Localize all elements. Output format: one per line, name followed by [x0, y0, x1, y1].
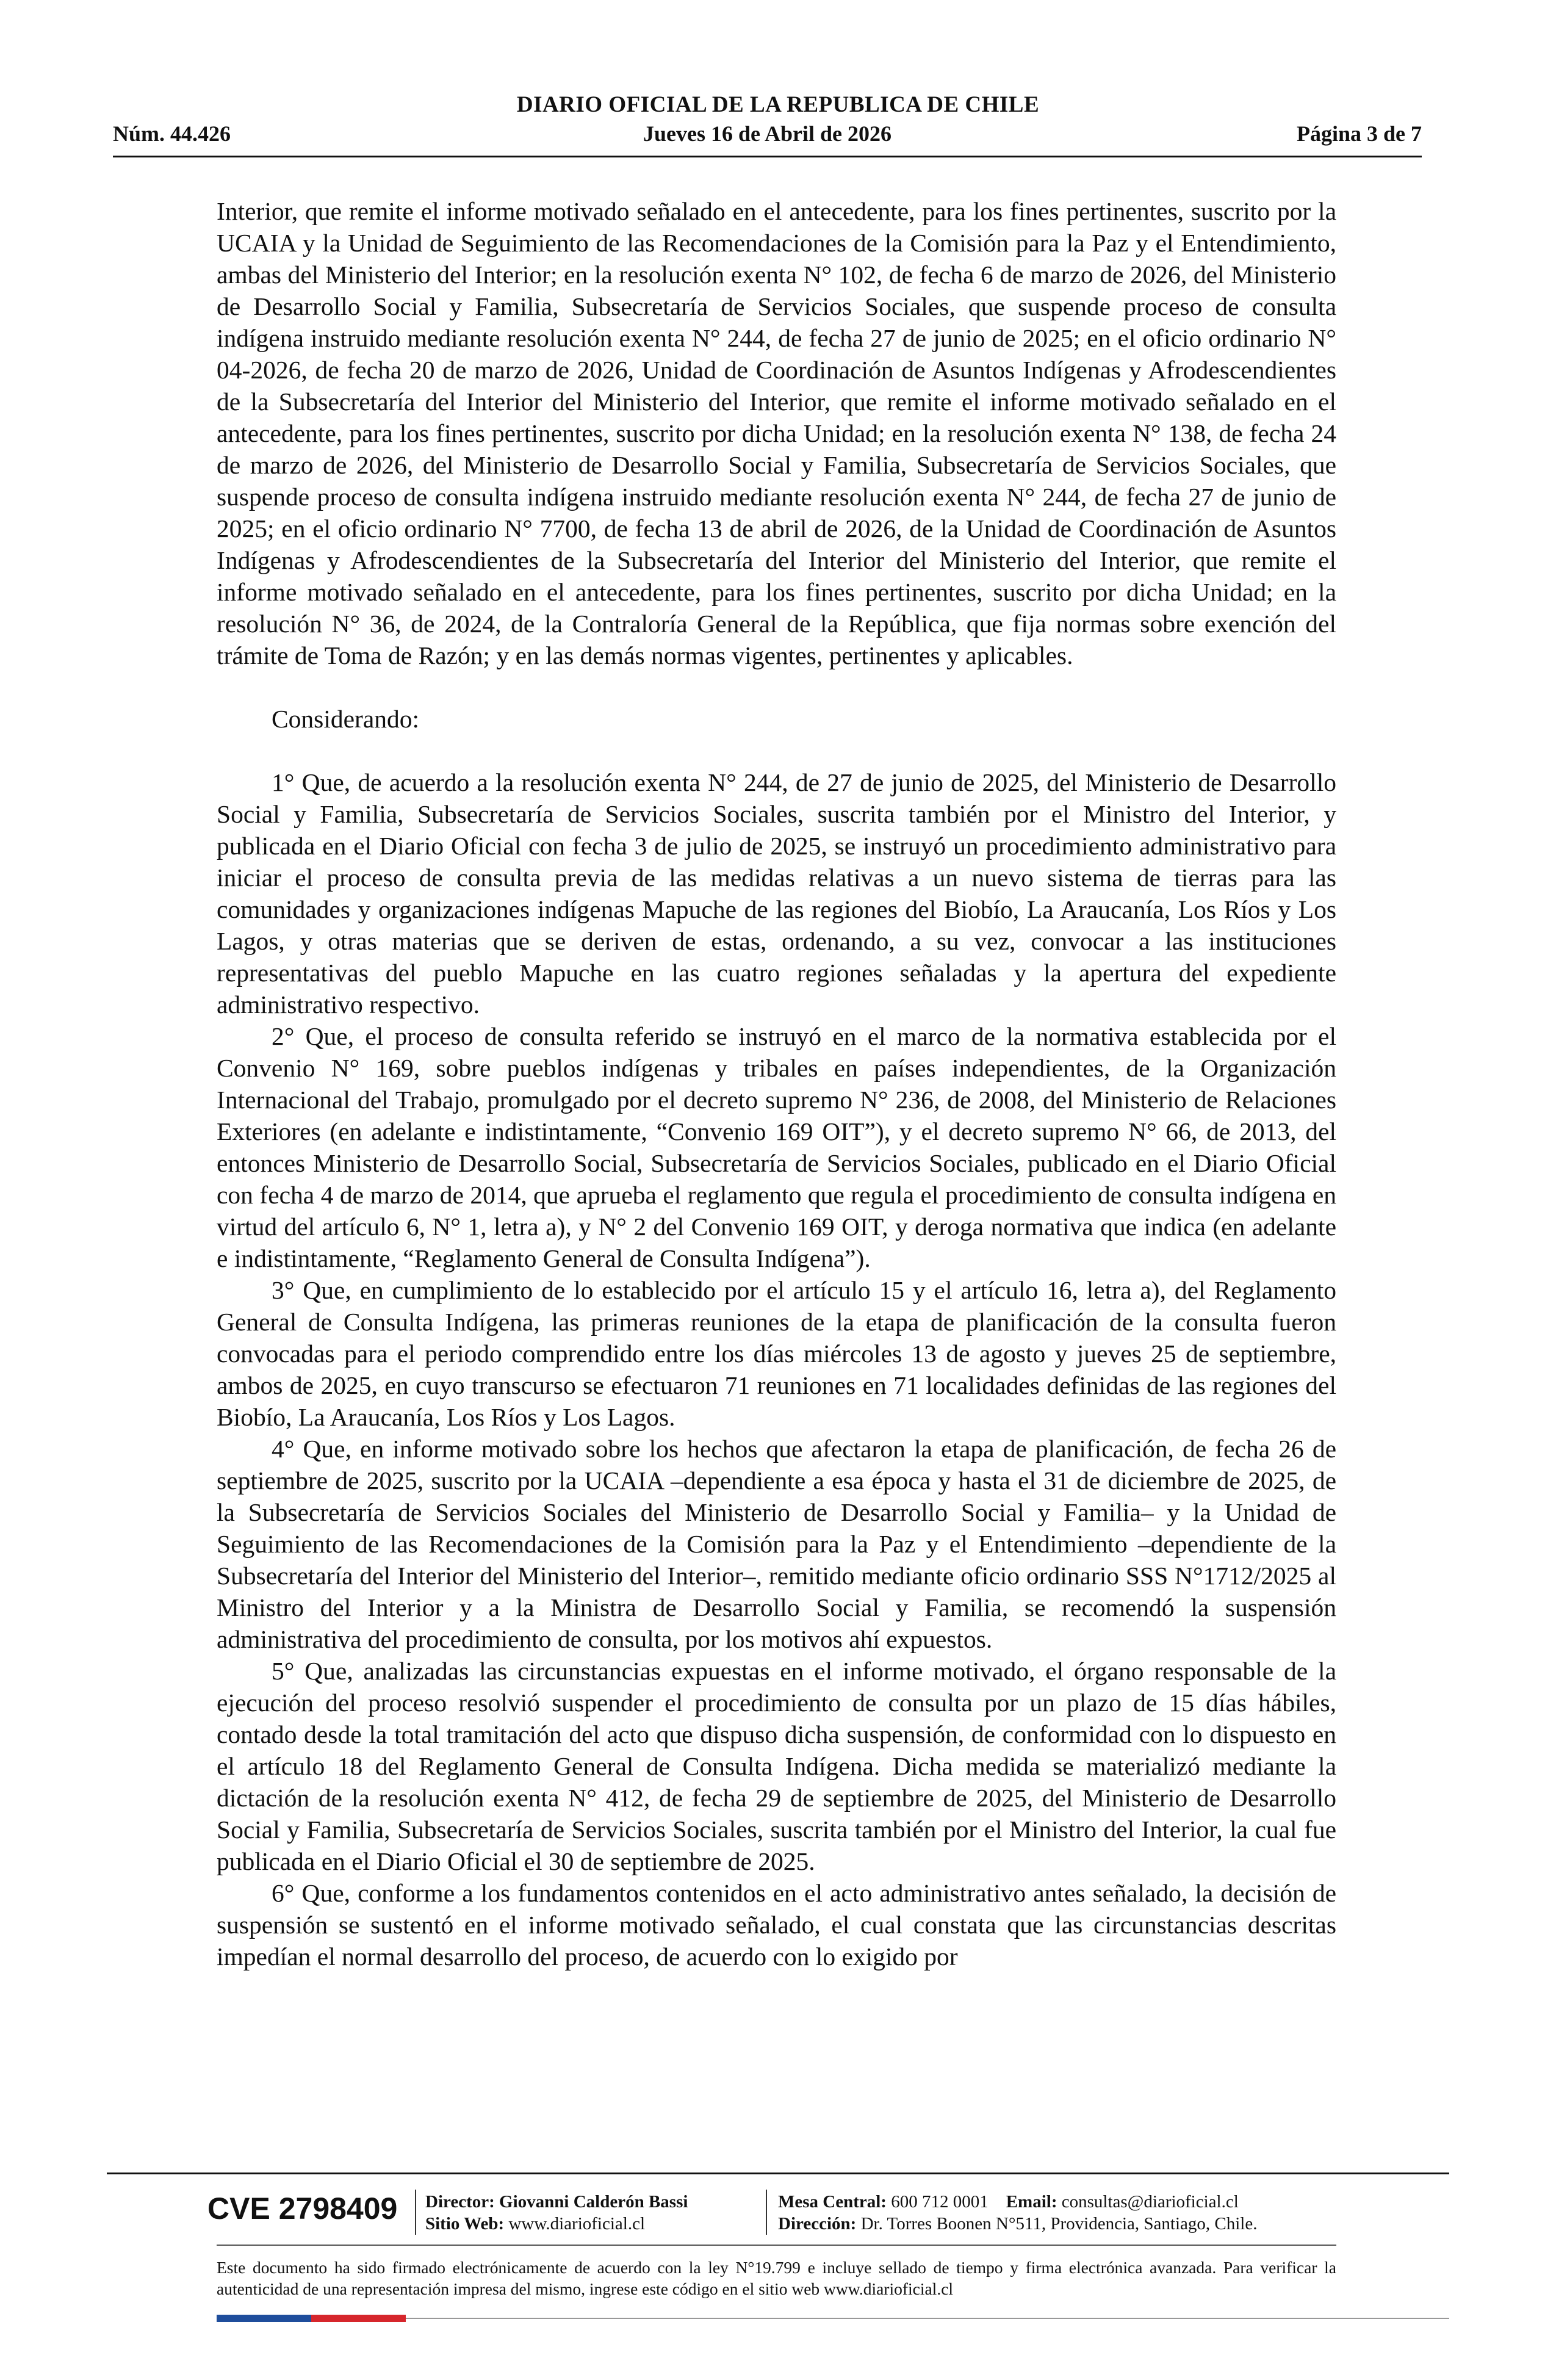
flag-stripe	[217, 2314, 406, 2321]
intro-paragraph: Interior, que remite el informe motivado señalado en el antecedente, para los fines pertinentes, suscrito por la UCAIA y la Unidad de Seguimiento de las Recomendaciones de la Comisión para la Paz y el Entendimiento, ambas del Ministerio del Interior; en la resolución exenta N° 102, de fecha 6 de marzo de 2026, del Ministerio de Desarrollo Social y Familia, Subsecretaría de Servicios Sociales, que suspende proceso de consulta indígena instruido mediante resolución exenta N° 244, de fecha 27 de junio de 2025; en el oficio ordinario N° 04-2026, de fecha 20 de marzo de 2026, Unidad de Coordinación de Asuntos Indígenas y Afrodescendientes de la Subsecretaría del Interior del Ministerio del Interior, que remite el informe motivado señalado en el antecedente, para los fines pertinentes, suscrito por dicha Unidad; en la resolución exenta N° 138, de fecha 24 de marzo de 2026, del Ministerio de Desarrollo Social y Familia, Subsecretaría de Servicios Sociales, que suspende proceso de consulta indígena instruido mediante resolución exenta N° 244, de fecha 27 de junio de 2025; en el oficio ordinario N° 7700, de fecha 13 de abril de 2026, de la Unidad de Coordinación de Asuntos Indígenas y Afrodescendientes de la Subsecretaría del Interior del Ministerio del Interior, que remite el informe motivado señalado en el antecedente, para los fines pertinentes, suscrito por dicha Unidad; en la resolución N° 36, de 2024, de la Contraloría General de la República, que fija normas sobre exención del trámite de Toma de Razón; y en las demás normas vigentes, pertinentes y aplicables.	[217, 197, 1336, 669]
site-label: Sitio Web:	[425, 2214, 505, 2234]
considerando-heading: Considerando:	[272, 705, 420, 733]
site-link[interactable]: www.diarioficial.cl	[508, 2214, 646, 2234]
page-header	[0, 0, 1556, 159]
header-divider	[113, 156, 1422, 157]
footer-divider-top	[107, 2173, 1449, 2174]
signature-notice: Este documento ha sido firmado electrónicamente de acuerdo con la ley N°19.799 e incluye sellado de tiempo y firma electrónica avanzada. Para verificar la autenticidad de una representación impresa del mismo, ingrese este código en el sitio web www.diarioficial.cl	[217, 2258, 1336, 2298]
publication-title: DIARIO OFICIAL DE LA REPUBLICA DE CHILE	[516, 92, 1040, 117]
mesa-label: Mesa Central:	[778, 2192, 887, 2212]
paragraph-4: 4° Que, en informe motivado sobre los hechos que afectaron la etapa de planificación, de fecha 26 de septiembre de 2025, suscrito por la UCAIA –dependiente a esa época y hasta el 31 de diciembre de 2025, de la Subsecretaría de Servicios Sociales del Ministerio de Desarrollo Social y Familia– y la Unidad de Seguimiento de las Recomendaciones de la Comisión para la Paz y el Entendimiento –dependiente de la Subsecretaría del Interior del Ministerio del Interior–, remitido mediante oficio ordinario SSS N°1712/2025 al Ministro del Interior y a la Ministra de Desarrollo Social y Familia, se recomendó la suspensión administrativa del procedimiento de consulta, por los motivos ahí expuestos.	[217, 1435, 1336, 1653]
email-link[interactable]: consultas@diarioficial.cl	[1061, 2192, 1239, 2212]
paragraph-3: 3° Que, en cumplimiento de lo establecido por el artículo 15 y el artículo 16, letra a), del Reglamento General de Consulta Indígena, las primeras reuniones de la etapa de planificación de la consulta fueron convocadas para el periodo comprendido entre los días miércoles 13 de agosto y jueves 25 de septiembre, ambos de 2025, en cuyo transcurso se efectuaron 71 reuniones en 71 localidades definidas de las regiones del Biobío, La Araucanía, Los Ríos y Los Lagos.	[217, 1276, 1336, 1431]
email-label: Email:	[1006, 2192, 1057, 2212]
header-row	[113, 121, 1422, 149]
page-number: Página 3 de 7	[1296, 121, 1422, 146]
flag-red-segment	[311, 2315, 406, 2322]
paragraph-1: 1° Que, de acuerdo a la resolución exenta N° 244, de 27 de junio de 2025, del Ministerio de Desarrollo Social y Familia, Subsecretaría de Servicios Sociales, suscrita también por el Ministro del Interior, y publicada en el Diario Oficial con fecha 3 de julio de 2025, se instruyó un procedimiento administrativo para iniciar el proceso de consulta previa de las medidas relativas a un nuevo sistema de tierras para las comunidades y organizaciones indígenas Mapuche de las regiones del Biobío, La Araucanía, Los Ríos y Los Lagos, y otras materias que se deriven de estas, ordenando, a su vez, convocar a las instituciones representativas del pueblo Mapuche en las cuatro regiones señaladas y la apertura del expediente administrativo respectivo.	[217, 768, 1336, 1019]
footer-contact-block	[778, 2191, 1257, 2235]
footer-divider-bottom	[406, 2318, 1449, 2319]
address-value: Dr. Torres Boonen N°511, Providencia, Santiago, Chile.	[860, 2214, 1258, 2234]
issue-number: Núm. 44.426	[113, 121, 231, 146]
address-label: Dirección:	[778, 2214, 857, 2234]
director-name: Giovanni Calderón Bassi	[499, 2192, 688, 2212]
paragraph-6: 6° Que, conforme a los fundamentos contenidos en el acto administrativo antes señalado, la decisión de suspensión se sustentó en el informe motivado señalado, el cual constata que las circunstancias descritas impedían el normal desarrollo del proceso, de acuerdo con lo exigido por	[217, 1879, 1336, 1971]
page-footer	[0, 2173, 1556, 2380]
footer-divider-mid	[217, 2245, 1336, 2246]
footer-separator	[766, 2190, 767, 2235]
flag-blue-segment	[217, 2315, 311, 2322]
director-label: Director:	[425, 2192, 495, 2212]
paragraph-2: 2° Que, el proceso de consulta referido se instruyó en el marco de la normativa establecida por el Convenio N° 169, sobre pueblos indígenas y tribales en países independientes, de la Organización Internacional del Trabajo, promulgado por el decreto supremo N° 236, de 2008, del Ministerio de Relaciones Exteriores (en adelante e indistintamente, “Convenio 169 OIT”), y el decreto supremo N° 66, de 2013, del entonces Ministerio de Desarrollo Social, Subsecretaría de Servicios Sociales, publicado en el Diario Oficial con fecha 4 de marzo de 2014, que aprueba el reglamento que regula el procedimiento de consulta indígena en virtud del artículo 6, N° 1, letra a), y N° 2 del Convenio 169 OIT, y deroga normativa que indica (en adelante e indistintamente, “Reglamento General de Consulta Indígena”).	[217, 1022, 1336, 1272]
mesa-phone: 600 712 0001	[891, 2192, 989, 2212]
footer-separator	[415, 2190, 416, 2235]
document-body	[217, 195, 1336, 1972]
footer-director-block	[425, 2191, 688, 2235]
cve-code: CVE 2798409	[207, 2191, 398, 2226]
paragraph-5: 5° Que, analizadas las circunstancias expuestas en el informe motivado, el órgano responsable de la ejecución del proceso resolvió suspender el procedimiento de consulta por un plazo de 15 días hábiles, contado desde la total tramitación del acto que dispuso dicha suspensión, de conformidad con lo dispuesto en el artículo 18 del Reglamento General de Consulta Indígena. Dicha medida se materializó mediante la dictación de la resolución exenta N° 412, de fecha 29 de septiembre de 2025, del Ministerio de Desarrollo Social y Familia, Subsecretaría de Servicios Sociales, suscrita también por el Ministro del Interior, la cual fue publicada en el Diario Oficial el 30 de septiembre de 2025.	[217, 1657, 1336, 1875]
issue-date: Jueves 16 de Abril de 2026	[643, 121, 891, 146]
